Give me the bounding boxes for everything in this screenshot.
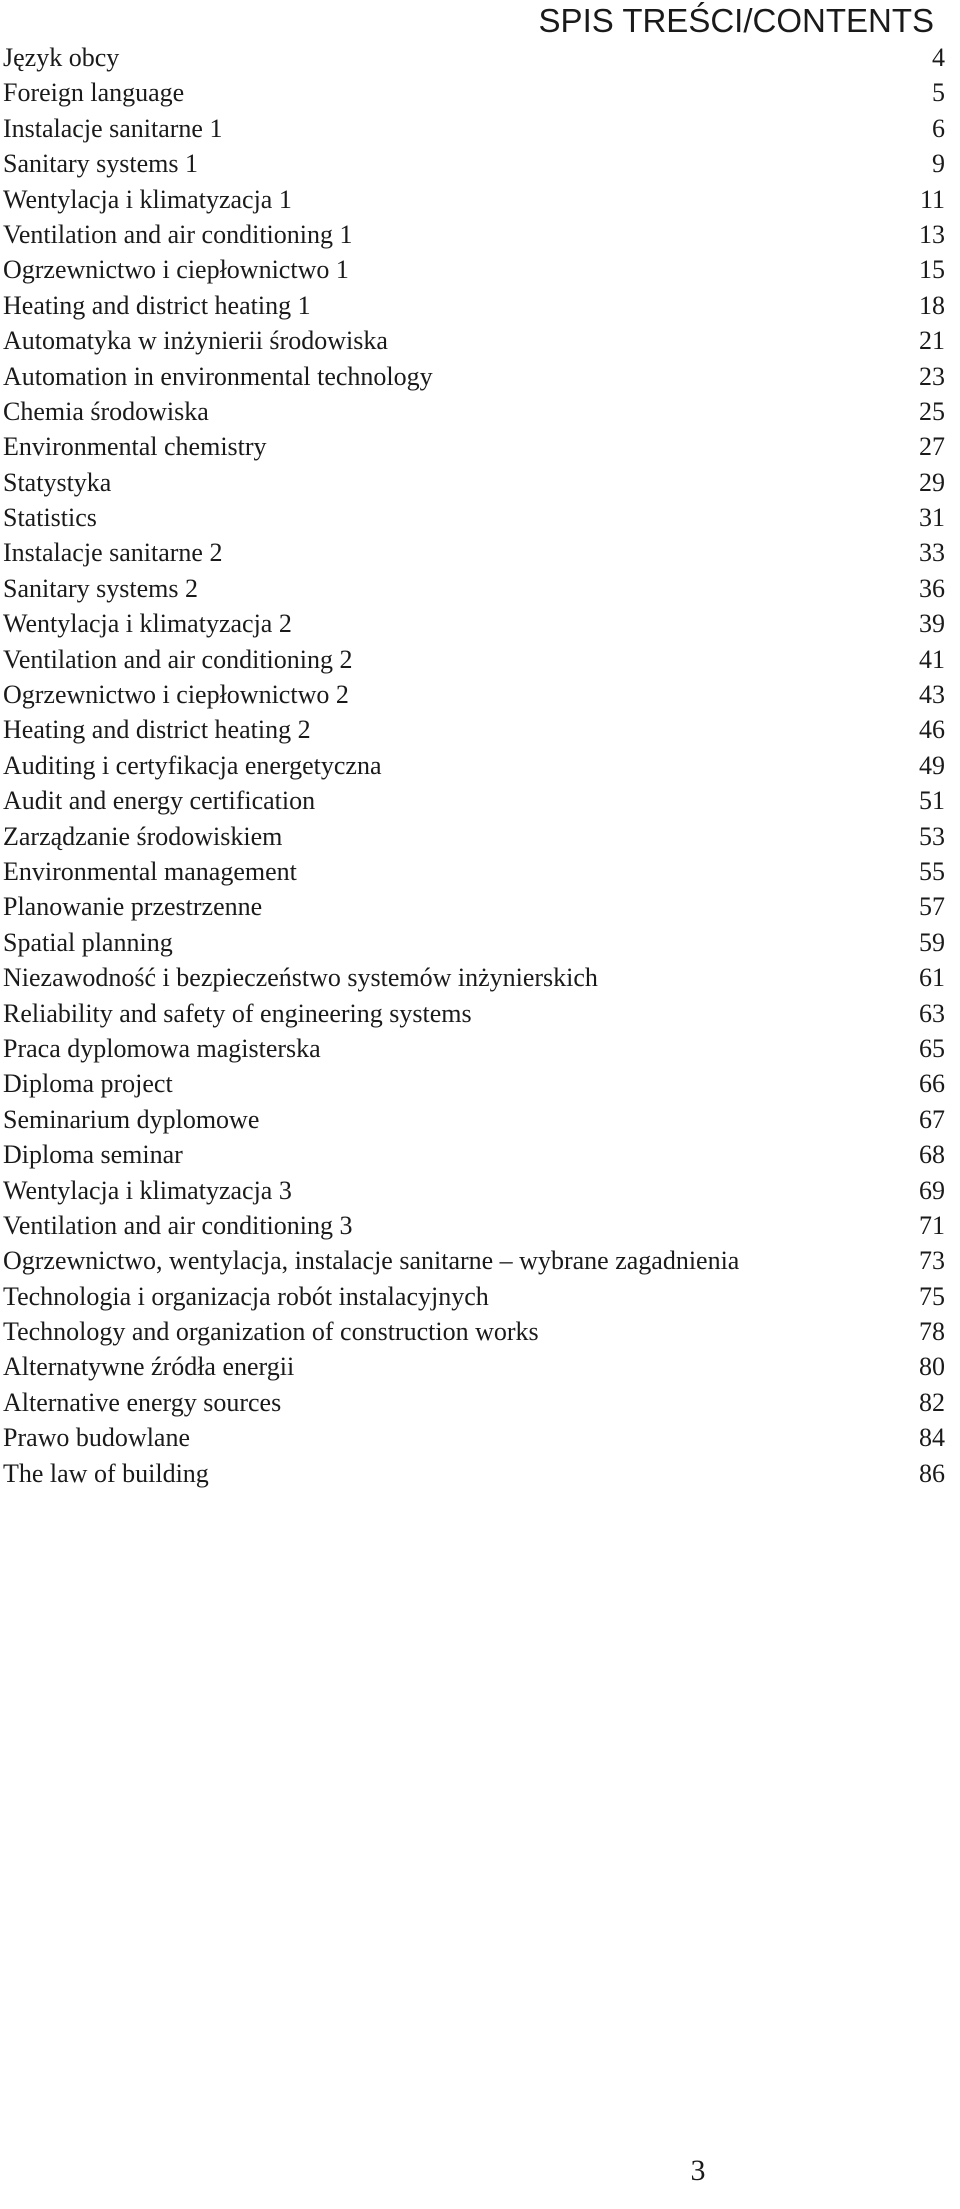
toc-entry-page: 11 <box>919 184 945 214</box>
toc-entry <box>0 323 960 358</box>
toc-entry-page: 9 <box>932 149 945 179</box>
toc-entry <box>0 925 960 960</box>
toc-entry <box>0 819 960 854</box>
toc-entry <box>0 571 960 606</box>
toc-entry-page: 69 <box>919 1175 945 1205</box>
toc-entry-page: 6 <box>932 113 945 143</box>
toc-entry-title: Heating and district heating 1 <box>3 290 311 320</box>
toc-entry <box>0 1385 960 1420</box>
toc-entry-title: Auditing i certyfikacja energetyczna <box>3 750 382 780</box>
toc-entry <box>0 1314 960 1349</box>
toc-entry-title: Technology and organization of construction works <box>3 1317 539 1347</box>
toc-entry-title: Seminarium dyplomowe <box>3 1104 260 1134</box>
toc-entry <box>0 996 960 1031</box>
toc-entry-title: Spatial planning <box>3 927 173 957</box>
toc-entry-page: 71 <box>919 1210 945 1240</box>
page-number-text: 3 <box>690 2154 706 2187</box>
toc-entry <box>0 1066 960 1101</box>
toc-entry-title: Wentylacja i klimatyzacja 1 <box>3 184 292 214</box>
toc-entry-title: Ventilation and air conditioning 2 <box>3 644 353 674</box>
toc-entry-page: 39 <box>919 609 945 639</box>
toc-entry-title: Instalacje sanitarne 1 <box>3 113 223 143</box>
toc-entry-page: 46 <box>919 715 945 745</box>
toc-entry <box>0 429 960 464</box>
toc-entry <box>0 1102 960 1137</box>
toc-entry-title: Język obcy <box>3 43 120 72</box>
toc-entry <box>0 1031 960 1066</box>
toc-entry-title: Planowanie przestrzenne <box>3 892 263 922</box>
toc-entry <box>0 889 960 924</box>
toc-entry <box>0 1208 960 1243</box>
toc-entry-page: 75 <box>919 1281 945 1311</box>
toc-entry-page: 53 <box>919 821 945 851</box>
toc-entry <box>0 960 960 995</box>
toc-entry-title: Heating and district heating 2 <box>3 715 311 745</box>
toc-entry-title: Sanitary systems 1 <box>3 149 198 179</box>
toc-entry <box>0 1420 960 1455</box>
toc-entry-title: Ventilation and air conditioning 1 <box>3 219 353 249</box>
toc-entry-page: 31 <box>919 503 945 533</box>
toc-entry-page: 27 <box>919 432 945 462</box>
toc-entry-title: Audit and energy certification <box>3 786 316 816</box>
toc-entry-title: Automation in environmental technology <box>3 361 433 391</box>
toc-entry-page: 78 <box>919 1317 945 1347</box>
toc-entry-title: Reliability and safety of engineering systems <box>3 998 472 1028</box>
toc-entry-page: 36 <box>919 573 945 603</box>
toc-entry-title: Environmental management <box>3 856 297 886</box>
toc-entry <box>0 288 960 323</box>
toc-entry-page: 80 <box>919 1352 945 1382</box>
toc-entry-page: 82 <box>919 1387 945 1417</box>
toc-entry-title: The law of building <box>3 1458 209 1488</box>
toc-entry-page: 86 <box>919 1458 945 1488</box>
toc-entry <box>0 252 960 287</box>
toc-entry <box>0 677 960 712</box>
toc-entry-title: Wentylacja i klimatyzacja 2 <box>3 609 292 639</box>
toc-entry-page: 29 <box>919 467 945 497</box>
toc-entry <box>0 146 960 181</box>
toc-entry-page: 67 <box>919 1104 945 1134</box>
page-title: SPIS TREŚCI/CONTENTS <box>538 2 934 39</box>
toc-entry-page: 63 <box>919 998 945 1028</box>
toc-entry <box>0 642 960 677</box>
page-number <box>0 2153 960 2189</box>
toc-entry-page: 4 <box>932 43 945 72</box>
toc-entry-title: Niezawodność i bezpieczeństwo systemów inżynierskich <box>3 963 598 993</box>
toc-entry <box>0 854 960 889</box>
toc-entry-title: Instalacje sanitarne 2 <box>3 538 223 568</box>
toc-entry <box>0 1279 960 1314</box>
toc-entry <box>0 535 960 570</box>
toc-entry <box>0 500 960 535</box>
toc-entry <box>0 1243 960 1278</box>
toc-entry-page: 73 <box>919 1246 945 1276</box>
toc-entry-title: Alternative energy sources <box>3 1387 282 1417</box>
toc-entry-page: 21 <box>919 326 945 356</box>
toc-entry <box>0 359 960 394</box>
toc-entry-page: 49 <box>919 750 945 780</box>
toc-entry-title: Statistics <box>3 503 97 533</box>
toc-entry-title: Chemia środowiska <box>3 396 209 426</box>
toc-entry <box>0 465 960 500</box>
toc-entry-title: Foreign language <box>3 78 185 108</box>
toc-entry <box>0 1349 960 1384</box>
toc-entry-title: Alternatywne źródła energii <box>3 1352 295 1382</box>
toc-entry-title: Praca dyplomowa magisterska <box>3 1033 321 1063</box>
toc-entry-page: 84 <box>919 1423 945 1453</box>
toc-entry-title: Zarządzanie środowiskiem <box>3 821 283 851</box>
toc-entry <box>0 111 960 146</box>
toc-entry-page: 59 <box>919 927 945 957</box>
toc-entry-page: 66 <box>919 1069 945 1099</box>
toc-entry-page: 15 <box>919 255 945 285</box>
toc-entry-title: Statystyka <box>3 467 112 497</box>
toc-entry-page: 33 <box>919 538 945 568</box>
toc-entry <box>0 748 960 783</box>
toc-entry-page: 41 <box>919 644 945 674</box>
toc-entry-title: Technologia i organizacja robót instalacyjnych <box>3 1281 489 1311</box>
toc-entry <box>0 40 960 75</box>
toc-entry-title: Ogrzewnictwo i ciepłownictwo 1 <box>3 255 349 285</box>
toc-entry-page: 51 <box>919 786 945 816</box>
toc-entry-page: 65 <box>919 1033 945 1063</box>
toc-entry <box>0 1456 960 1491</box>
toc-entry <box>0 75 960 110</box>
toc-entry-title: Diploma project <box>3 1069 173 1099</box>
toc-entry-title: Automatyka w inżynierii środowiska <box>3 326 388 356</box>
toc-entry-title: Prawo budowlane <box>3 1423 191 1453</box>
toc-entry <box>0 783 960 818</box>
toc-entry-page: 57 <box>919 892 945 922</box>
toc-entry-title: Sanitary systems 2 <box>3 573 198 603</box>
toc-entry <box>0 606 960 641</box>
toc-entry-title: Ventilation and air conditioning 3 <box>3 1210 353 1240</box>
toc-entry-title: Ogrzewnictwo i ciepłownictwo 2 <box>3 680 349 710</box>
toc-entry-page: 5 <box>932 78 945 108</box>
toc-entry-page: 55 <box>919 856 945 886</box>
toc-entry-title: Diploma seminar <box>3 1140 183 1170</box>
toc-entry-page: 61 <box>919 963 945 993</box>
toc-entry-page: 25 <box>919 396 945 426</box>
toc-entry-page: 13 <box>919 219 945 249</box>
toc-entry <box>0 712 960 747</box>
toc-entry <box>0 1137 960 1172</box>
toc-entry-page: 43 <box>919 680 945 710</box>
toc-entry-title: Wentylacja i klimatyzacja 3 <box>3 1175 292 1205</box>
toc-entry-title: Ogrzewnictwo, wentylacja, instalacje sanitarne – wybrane zagadnienia <box>3 1246 740 1276</box>
toc-entry-title: Environmental chemistry <box>3 432 267 462</box>
toc-entry-page: 68 <box>919 1140 945 1170</box>
toc-entry-page: 18 <box>919 290 945 320</box>
table-of-contents <box>0 40 960 1491</box>
toc-entry <box>0 217 960 252</box>
toc-entry <box>0 394 960 429</box>
toc-entry-page: 23 <box>919 361 945 391</box>
toc-entry <box>0 1173 960 1208</box>
toc-entry <box>0 182 960 217</box>
